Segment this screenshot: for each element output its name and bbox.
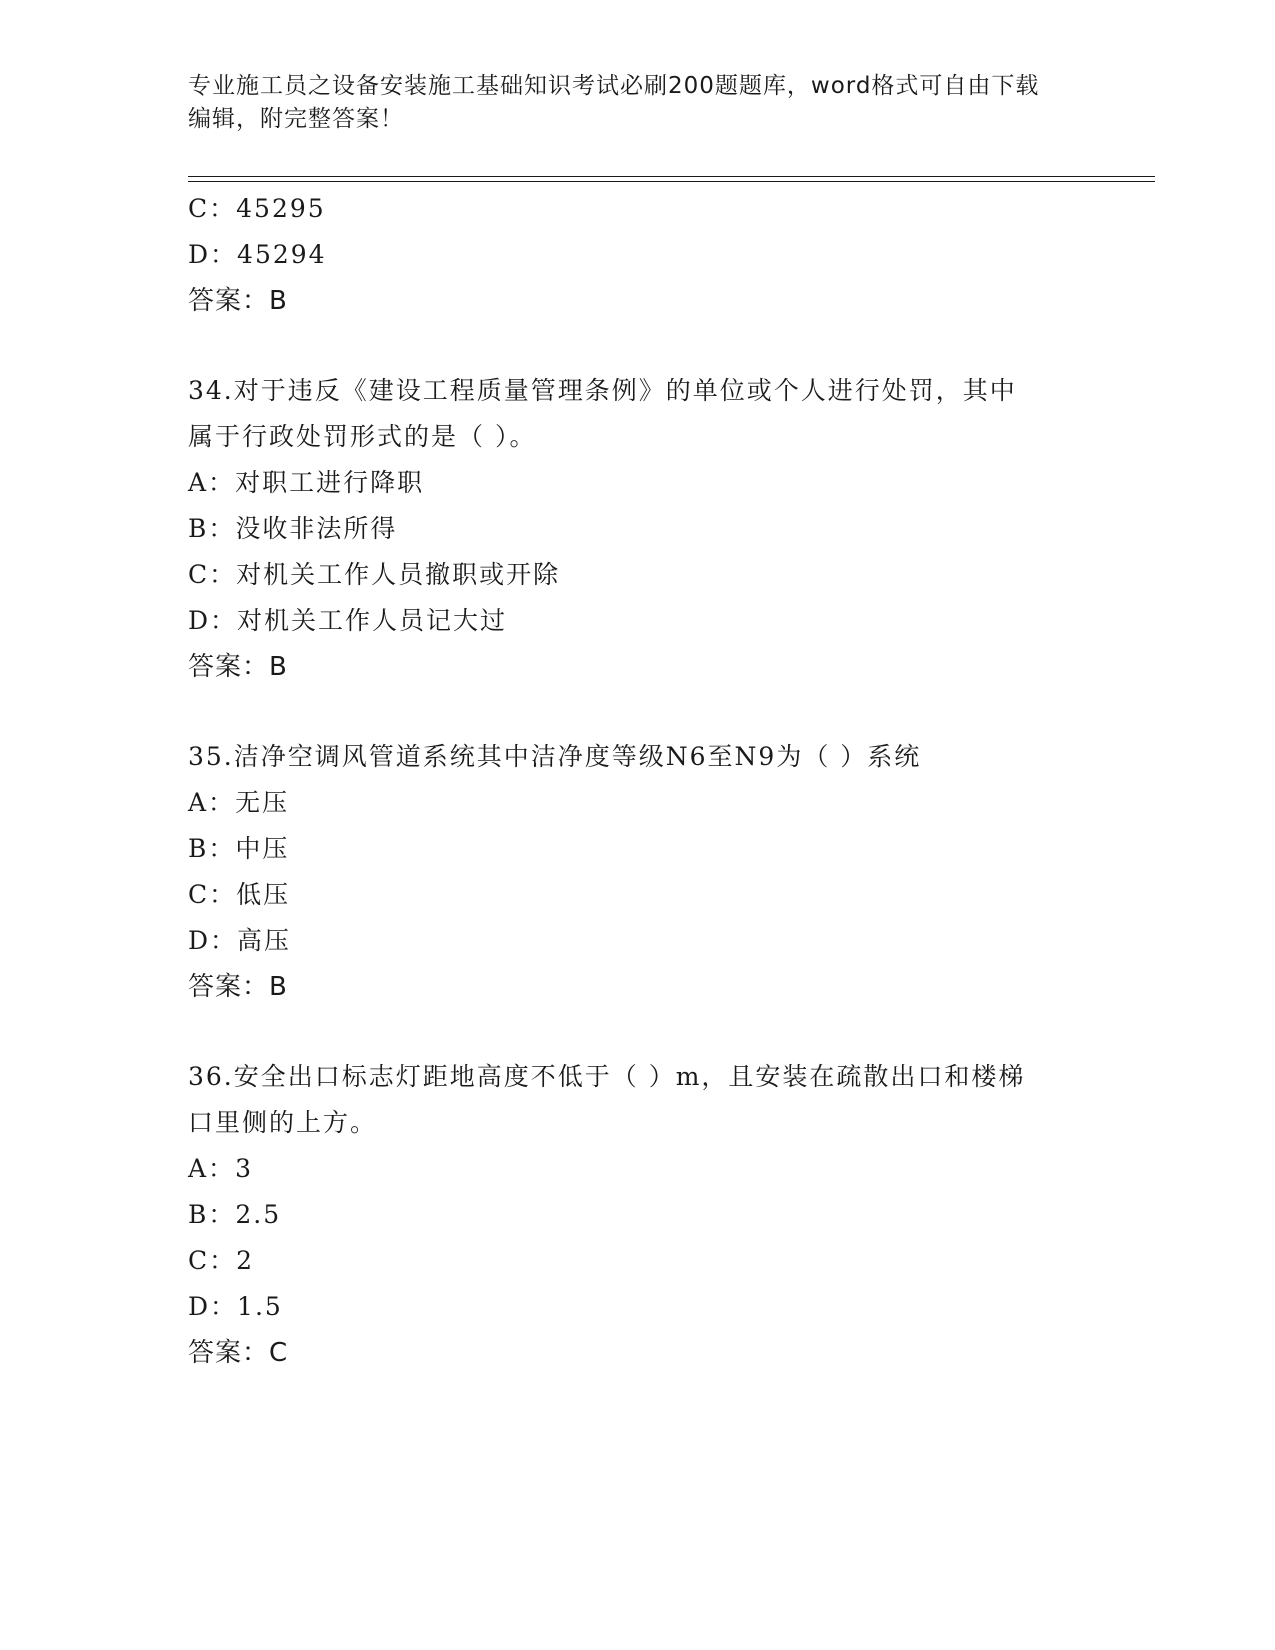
option-text: 低压 bbox=[236, 880, 291, 909]
option-text: 45294 bbox=[237, 240, 327, 269]
q35-option-c bbox=[188, 872, 290, 918]
option-text: 无压 bbox=[235, 788, 290, 817]
option-label: B： bbox=[188, 1200, 236, 1229]
option-label: A： bbox=[188, 1154, 236, 1183]
q35-stem-line-1: 35.洁净空调风管道系统其中洁净度等级N6至N9为（ ）系统 bbox=[188, 742, 922, 771]
q34-option-c bbox=[188, 552, 560, 598]
option-text: 2 bbox=[236, 1246, 255, 1275]
option-text: 1.5 bbox=[237, 1292, 283, 1321]
option-label: C： bbox=[188, 560, 237, 589]
option-text: 中压 bbox=[235, 834, 290, 863]
q36-option-d bbox=[188, 1284, 283, 1330]
option-text: 对机关工作人员记大过 bbox=[237, 606, 508, 635]
option-text: 高压 bbox=[237, 926, 292, 955]
document-header bbox=[188, 70, 1088, 136]
q34-option-d bbox=[188, 598, 507, 644]
option-label: A： bbox=[188, 468, 236, 497]
option-label: D： bbox=[188, 606, 238, 635]
q35-option-b bbox=[188, 826, 289, 872]
q36-stem-line-1: 36.安全出口标志灯距地高度不低于（ ）m，且安装在疏散出口和楼梯 bbox=[188, 1062, 1026, 1091]
prev-answer: 答案：B bbox=[188, 286, 288, 316]
q36-option-b bbox=[188, 1192, 281, 1238]
option-text: 对职工进行降职 bbox=[235, 468, 425, 497]
option-label: D： bbox=[188, 240, 238, 269]
option-label: A： bbox=[188, 788, 236, 817]
option-label: D： bbox=[188, 926, 238, 955]
option-text: 对机关工作人员撤职或开除 bbox=[236, 560, 561, 589]
option-text: 45295 bbox=[236, 194, 326, 223]
prev-option-c bbox=[188, 186, 326, 232]
q34-option-a bbox=[188, 460, 424, 506]
option-label: C： bbox=[188, 880, 237, 909]
q34-stem-line-2: 属于行政处罚形式的是（ ）。 bbox=[188, 422, 537, 451]
q34-option-b bbox=[188, 506, 397, 552]
q36-stem-line-2: 口里侧的上方。 bbox=[188, 1108, 378, 1137]
option-text: 3 bbox=[235, 1154, 253, 1183]
header-divider-bottom bbox=[188, 181, 1155, 182]
option-label: C： bbox=[188, 1246, 237, 1275]
prev-option-d bbox=[188, 232, 327, 278]
option-text: 没收非法所得 bbox=[235, 514, 398, 543]
q35-option-d bbox=[188, 918, 291, 964]
q35-option-a bbox=[188, 780, 289, 826]
q34-answer: 答案：B bbox=[188, 652, 288, 682]
q36-answer: 答案：C bbox=[188, 1338, 289, 1368]
header-title-line-1: 专业施工员之设备安装施工基础知识考试必刷200题题库，word格式可自由下载 bbox=[188, 73, 1040, 99]
q36-option-c bbox=[188, 1238, 254, 1284]
option-text: 2.5 bbox=[235, 1200, 282, 1229]
option-label: B： bbox=[188, 834, 236, 863]
q36-option-a bbox=[188, 1146, 253, 1192]
q35-answer: 答案：B bbox=[188, 972, 288, 1002]
option-label: B： bbox=[188, 514, 236, 543]
option-label: D： bbox=[188, 1292, 238, 1321]
header-divider-top bbox=[188, 176, 1155, 177]
option-label: C： bbox=[188, 194, 237, 223]
q34-stem-line-1: 34.对于违反《建设工程质量管理条例》的单位或个人进行处罚，其中 bbox=[188, 376, 1017, 405]
header-title-line-2: 编辑，附完整答案！ bbox=[188, 106, 404, 132]
